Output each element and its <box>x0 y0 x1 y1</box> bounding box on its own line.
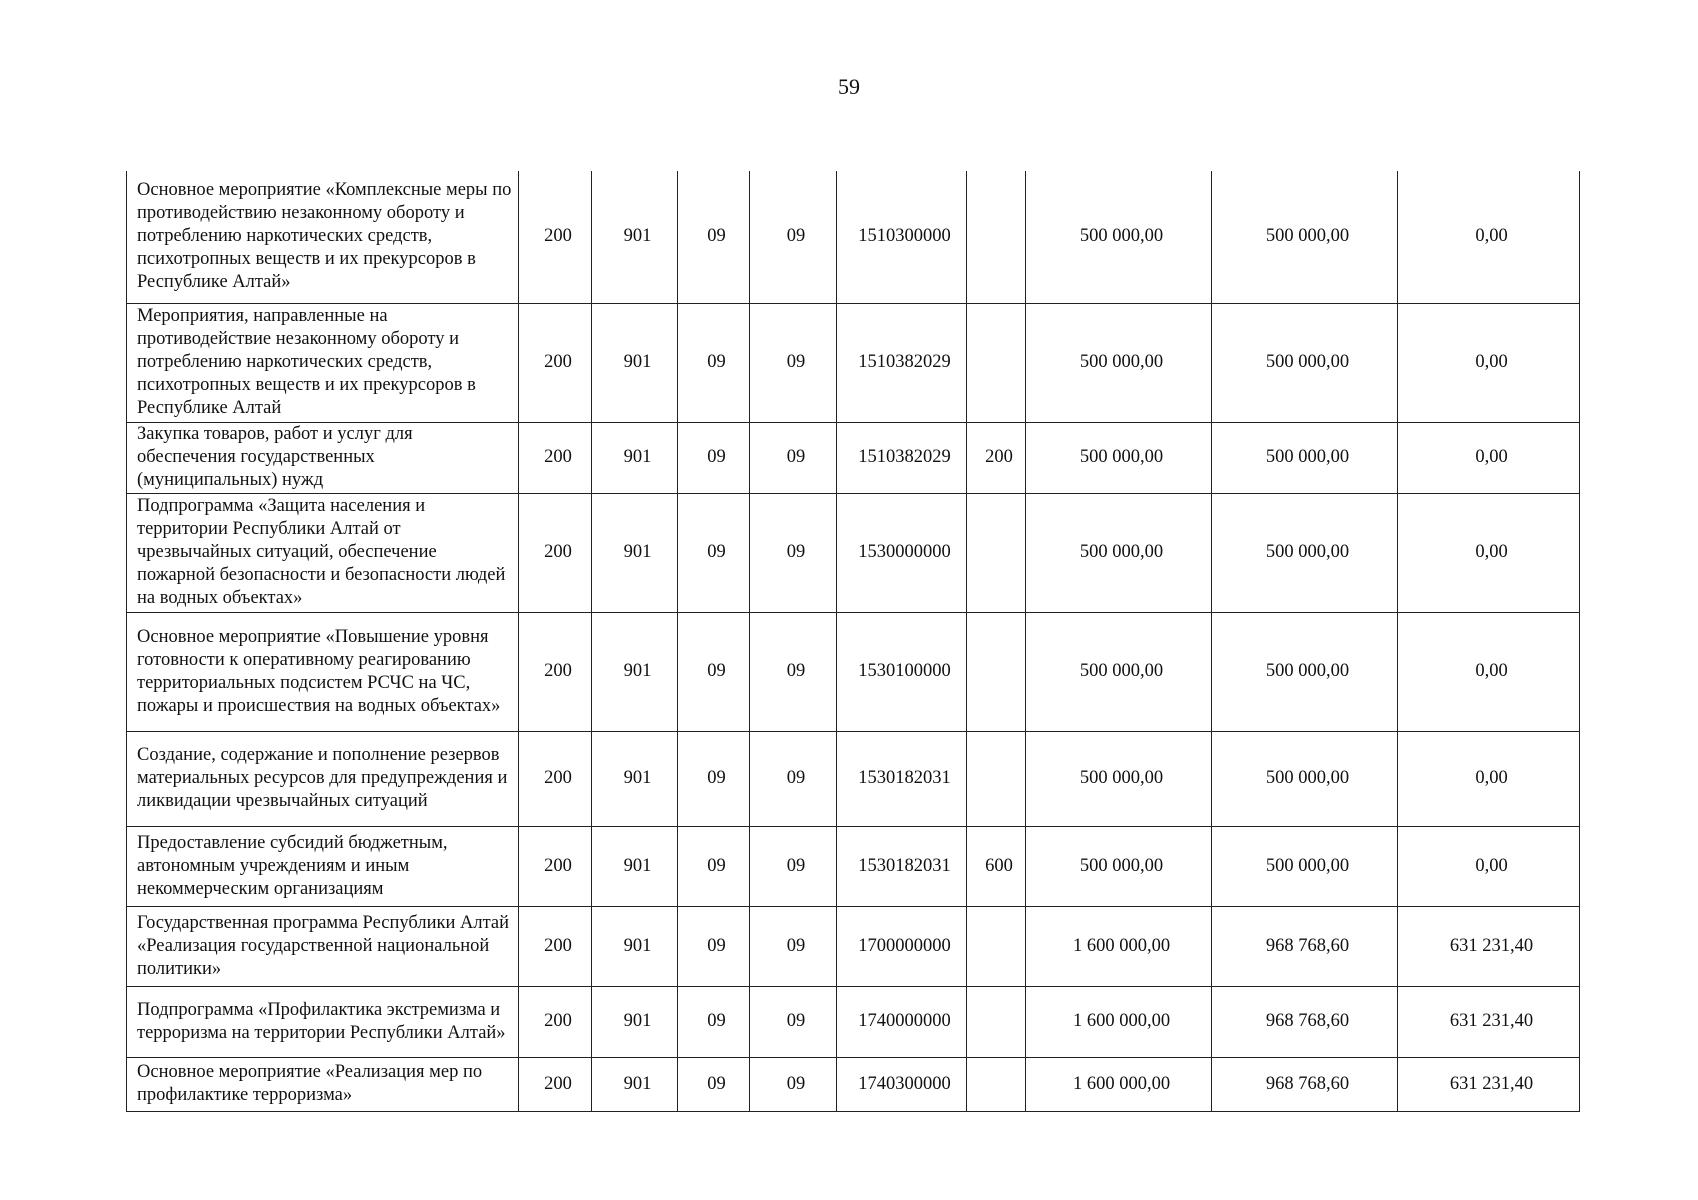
section-code-cell: 09 <box>678 303 750 422</box>
target-article-cell: 1740300000 <box>837 1057 967 1111</box>
expense-type-cell <box>967 986 1026 1057</box>
target-article-cell: 1740000000 <box>837 986 967 1057</box>
subsection-code-cell: 09 <box>750 1057 837 1111</box>
remainder-amount-cell: 0,00 <box>1398 422 1580 493</box>
expense-type-cell: 600 <box>967 826 1026 906</box>
executed-amount-cell: 968 768,60 <box>1212 1057 1398 1111</box>
planned-amount-cell: 500 000,00 <box>1026 171 1212 303</box>
subsection-code-cell: 09 <box>750 493 837 612</box>
remainder-amount-cell: 0,00 <box>1398 826 1580 906</box>
row-name-cell: Основное мероприятие «Повышение уровня готовности к оперативному реагированию территориальных подсистем РСЧС на ЧС, пожары и происшествия на водных объектах» <box>127 612 519 731</box>
table-row <box>127 612 1580 731</box>
subsection-code-cell: 09 <box>750 612 837 731</box>
executed-amount-cell: 500 000,00 <box>1212 303 1398 422</box>
planned-amount-cell: 500 000,00 <box>1026 493 1212 612</box>
executed-amount-cell: 968 768,60 <box>1212 986 1398 1057</box>
row-name-cell: Государственная программа Республики Алтай «Реализация государственной национальной политики» <box>127 906 519 986</box>
ministry-code-cell: 901 <box>592 731 678 826</box>
target-article-cell: 1530182031 <box>837 826 967 906</box>
chapter-code-cell: 200 <box>519 171 592 303</box>
subsection-code-cell: 09 <box>750 171 837 303</box>
table-row <box>127 493 1580 612</box>
table-row <box>127 731 1580 826</box>
table-row <box>127 906 1580 986</box>
planned-amount-cell: 1 600 000,00 <box>1026 1057 1212 1111</box>
row-name-cell: Создание, содержание и пополнение резервов материальных ресурсов для предупреждения и ликвидации чрезвычайных ситуаций <box>127 731 519 826</box>
planned-amount-cell: 500 000,00 <box>1026 422 1212 493</box>
executed-amount-cell: 500 000,00 <box>1212 612 1398 731</box>
ministry-code-cell: 901 <box>592 612 678 731</box>
executed-amount-cell: 500 000,00 <box>1212 422 1398 493</box>
expense-type-cell <box>967 1057 1026 1111</box>
table-row <box>127 1057 1580 1111</box>
table-row <box>127 303 1580 422</box>
table-row <box>127 986 1580 1057</box>
ministry-code-cell: 901 <box>592 171 678 303</box>
planned-amount-cell: 1 600 000,00 <box>1026 986 1212 1057</box>
planned-amount-cell: 500 000,00 <box>1026 826 1212 906</box>
planned-amount-cell: 1 600 000,00 <box>1026 906 1212 986</box>
subsection-code-cell: 09 <box>750 826 837 906</box>
row-name-cell: Основное мероприятие «Реализация мер по профилактике терроризма» <box>127 1057 519 1111</box>
subsection-code-cell: 09 <box>750 906 837 986</box>
planned-amount-cell: 500 000,00 <box>1026 612 1212 731</box>
expense-type-cell <box>967 171 1026 303</box>
row-name-cell: Закупка товаров, работ и услуг для обеспечения государственных (муниципальных) нужд <box>127 422 519 493</box>
chapter-code-cell: 200 <box>519 612 592 731</box>
expense-type-cell <box>967 731 1026 826</box>
section-code-cell: 09 <box>678 612 750 731</box>
expense-type-cell <box>967 906 1026 986</box>
table-row <box>127 171 1580 303</box>
section-code-cell: 09 <box>678 731 750 826</box>
row-name-cell: Основное мероприятие «Комплексные меры по противодействию незаконному обороту и потреблению наркотических средств, психотропных веществ и их прекурсоров в Республике Алтай» <box>127 171 519 303</box>
executed-amount-cell: 500 000,00 <box>1212 493 1398 612</box>
target-article-cell: 1510300000 <box>837 171 967 303</box>
expense-type-cell <box>967 303 1026 422</box>
row-name-cell: Предоставление субсидий бюджетным, автономным учреждениям и иным некоммерческим организациям <box>127 826 519 906</box>
remainder-amount-cell: 0,00 <box>1398 303 1580 422</box>
executed-amount-cell: 500 000,00 <box>1212 731 1398 826</box>
remainder-amount-cell: 0,00 <box>1398 171 1580 303</box>
remainder-amount-cell: 631 231,40 <box>1398 1057 1580 1111</box>
target-article-cell: 1530000000 <box>837 493 967 612</box>
ministry-code-cell: 901 <box>592 826 678 906</box>
section-code-cell: 09 <box>678 493 750 612</box>
expense-type-cell: 200 <box>967 422 1026 493</box>
row-name-cell: Подпрограмма «Профилактика экстремизма и терроризма на территории Республики Алтай» <box>127 986 519 1057</box>
executed-amount-cell: 500 000,00 <box>1212 826 1398 906</box>
section-code-cell: 09 <box>678 171 750 303</box>
chapter-code-cell: 200 <box>519 493 592 612</box>
target-article-cell: 1510382029 <box>837 303 967 422</box>
executed-amount-cell: 968 768,60 <box>1212 906 1398 986</box>
table-row <box>127 422 1580 493</box>
chapter-code-cell: 200 <box>519 906 592 986</box>
chapter-code-cell: 200 <box>519 303 592 422</box>
table-body <box>127 171 1580 1111</box>
subsection-code-cell: 09 <box>750 731 837 826</box>
ministry-code-cell: 901 <box>592 986 678 1057</box>
expense-type-cell <box>967 493 1026 612</box>
subsection-code-cell: 09 <box>750 422 837 493</box>
row-name-cell: Мероприятия, направленные на противодействие незаконному обороту и потреблению наркотических средств, психотропных веществ и их прекурсоров в Республике Алтай <box>127 303 519 422</box>
target-article-cell: 1700000000 <box>837 906 967 986</box>
section-code-cell: 09 <box>678 1057 750 1111</box>
row-name-cell: Подпрограмма «Защита населения и территории Республики Алтай от чрезвычайных ситуаций, обеспечение пожарной безопасности и безопасности людей на водных объектах» <box>127 493 519 612</box>
remainder-amount-cell: 631 231,40 <box>1398 986 1580 1057</box>
budget-table <box>126 171 1580 1112</box>
section-code-cell: 09 <box>678 826 750 906</box>
remainder-amount-cell: 0,00 <box>1398 612 1580 731</box>
ministry-code-cell: 901 <box>592 303 678 422</box>
chapter-code-cell: 200 <box>519 731 592 826</box>
subsection-code-cell: 09 <box>750 986 837 1057</box>
subsection-code-cell: 09 <box>750 303 837 422</box>
chapter-code-cell: 200 <box>519 986 592 1057</box>
expense-type-cell <box>967 612 1026 731</box>
target-article-cell: 1530182031 <box>837 731 967 826</box>
target-article-cell: 1510382029 <box>837 422 967 493</box>
chapter-code-cell: 200 <box>519 1057 592 1111</box>
page-number: 59 <box>838 74 860 99</box>
remainder-amount-cell: 0,00 <box>1398 731 1580 826</box>
ministry-code-cell: 901 <box>592 1057 678 1111</box>
planned-amount-cell: 500 000,00 <box>1026 731 1212 826</box>
table-row <box>127 826 1580 906</box>
chapter-code-cell: 200 <box>519 422 592 493</box>
section-code-cell: 09 <box>678 422 750 493</box>
planned-amount-cell: 500 000,00 <box>1026 303 1212 422</box>
chapter-code-cell: 200 <box>519 826 592 906</box>
ministry-code-cell: 901 <box>592 493 678 612</box>
executed-amount-cell: 500 000,00 <box>1212 171 1398 303</box>
target-article-cell: 1530100000 <box>837 612 967 731</box>
section-code-cell: 09 <box>678 986 750 1057</box>
ministry-code-cell: 901 <box>592 906 678 986</box>
ministry-code-cell: 901 <box>592 422 678 493</box>
remainder-amount-cell: 631 231,40 <box>1398 906 1580 986</box>
remainder-amount-cell: 0,00 <box>1398 493 1580 612</box>
section-code-cell: 09 <box>678 906 750 986</box>
